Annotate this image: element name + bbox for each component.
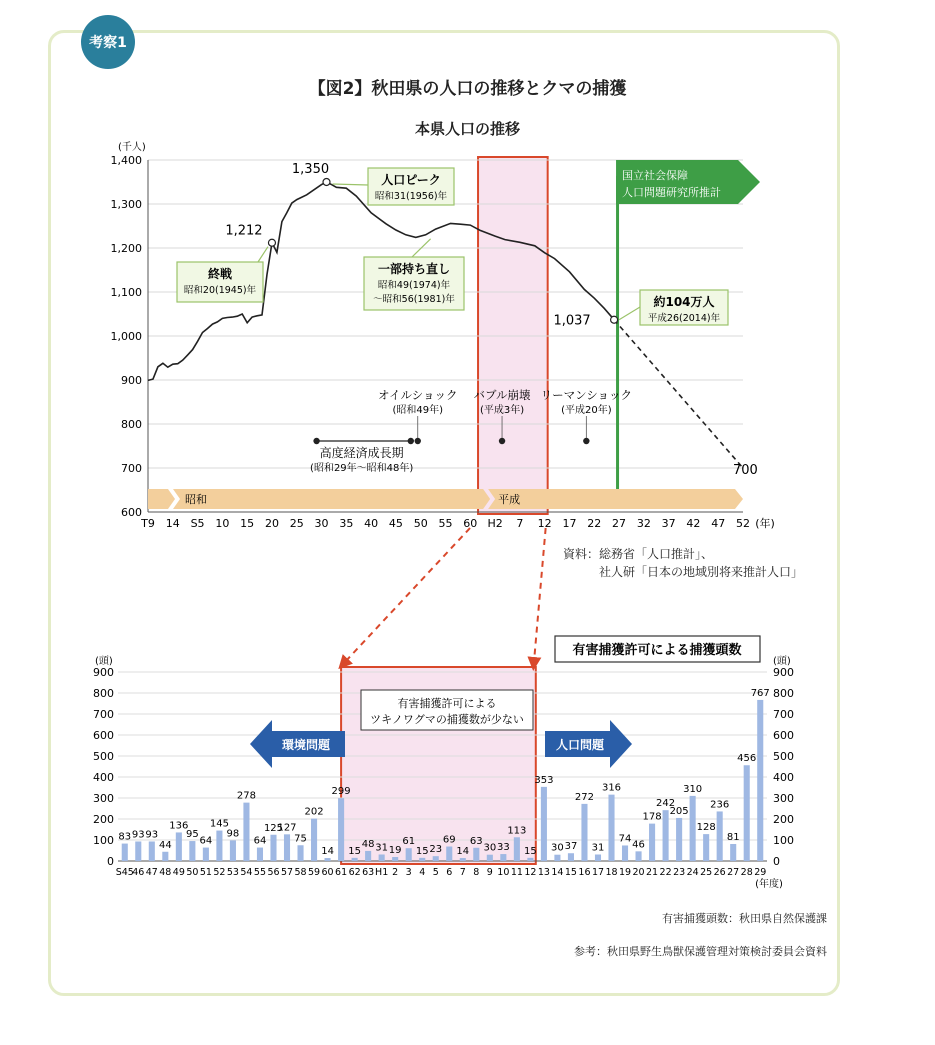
event-marker — [499, 438, 505, 444]
capture-value-label: 278 — [236, 790, 256, 802]
capture-value-label: 14 — [321, 846, 334, 858]
capture-x-tick-label: 52 — [213, 867, 226, 878]
capture-value-label: 63 — [469, 835, 483, 847]
era-label-showa: 昭和 — [185, 493, 207, 506]
capture-value-label: 145 — [209, 818, 229, 830]
projection-end-label: 700 — [733, 463, 758, 478]
capture-bar — [514, 837, 520, 861]
population-key-point — [268, 239, 275, 246]
capture-bar — [176, 832, 182, 861]
capture-y-tick-label-right: 800 — [773, 687, 794, 700]
event-sublabel: (平成20年) — [561, 405, 612, 416]
capture-value-label: 205 — [669, 805, 689, 817]
capture-value-label: 31 — [591, 842, 605, 854]
capture-value-label: 15 — [348, 845, 361, 857]
capture-x-tick-label: 47 — [145, 867, 158, 878]
low-capture-note-line-2: ツキノワグマの捕獲数が少ない — [370, 713, 524, 726]
capture-value-label: 113 — [507, 825, 527, 837]
capture-y-tick-label-right: 700 — [773, 708, 794, 721]
population-x-tick-label: S5 — [190, 517, 205, 530]
event-sublabel: (平成3年) — [479, 405, 525, 416]
capture-value-label: 272 — [574, 791, 595, 803]
population-x-tick-label: 35 — [339, 517, 354, 530]
capture-bar — [581, 804, 587, 861]
callout-subtitle: 平成26(2014)年 — [647, 313, 721, 324]
capture-bar — [338, 798, 344, 861]
capture-x-tick-label: 8 — [473, 867, 480, 878]
population-source-line-1: 資料：総務省「人口推計」、 — [563, 547, 714, 561]
event-sublabel: (昭和49年) — [392, 405, 444, 416]
capture-y-tick-label-right: 400 — [773, 771, 794, 784]
environment-issue-label: 環境問題 — [281, 738, 331, 752]
population-source-line-2: 社人研「日本の地域別将来推計人口」 — [599, 565, 804, 579]
population-y-unit: (千人) — [118, 142, 146, 153]
population-x-tick-label: 50 — [413, 517, 428, 530]
capture-bar — [311, 819, 317, 861]
capture-x-tick-label: 5 — [432, 867, 439, 878]
capture-value-label: 15 — [524, 845, 537, 857]
capture-y-unit-right: (頭) — [773, 656, 791, 667]
projection-label-line-1: 国立社会保障 — [622, 169, 689, 182]
capture-x-tick-label: 29 — [754, 867, 767, 878]
period-end-marker — [408, 438, 414, 444]
capture-value-label: 33 — [496, 842, 510, 854]
population-x-tick-label: 52 — [736, 517, 750, 530]
capture-x-tick-label: 28 — [740, 867, 753, 878]
capture-y-tick-label-left: 500 — [93, 750, 114, 763]
callout-subtitle: 昭和20(1945)年 — [183, 285, 257, 296]
capture-chart-title: 有害捕獲許可による捕獲頭数 — [572, 643, 742, 658]
capture-source-line-2: 参考：秋田県野生鳥獣保護管理対策検討委員会資料 — [574, 945, 827, 958]
capture-x-tick-label: 25 — [700, 867, 713, 878]
capture-bar — [460, 858, 466, 861]
capture-y-tick-label-right: 100 — [773, 834, 794, 847]
capture-value-label: 98 — [226, 828, 240, 840]
capture-y-tick-label-left: 300 — [93, 792, 114, 805]
capture-bar — [717, 811, 723, 861]
population-x-tick-label: 32 — [636, 517, 651, 530]
capture-bar — [744, 765, 750, 861]
capture-value-label: 299 — [331, 786, 351, 798]
capture-bar — [189, 841, 195, 861]
capture-x-tick-label: S45 — [115, 867, 134, 878]
capture-value-label: 316 — [601, 782, 622, 794]
event-marker — [583, 438, 589, 444]
capture-x-tick-label: 59 — [308, 867, 321, 878]
capture-bar — [595, 854, 601, 861]
population-y-tick-label: 1,000 — [110, 330, 142, 343]
capture-bar — [325, 858, 331, 861]
capture-x-tick-label: 22 — [659, 867, 672, 878]
capture-x-tick-label: 61 — [335, 867, 348, 878]
capture-value-label: 15 — [415, 845, 429, 857]
capture-value-label: 127 — [277, 822, 297, 834]
capture-value-label: 30 — [551, 842, 564, 854]
capture-x-tick-label: 56 — [267, 867, 280, 878]
capture-x-tick-label: 55 — [253, 867, 267, 878]
capture-y-tick-label-left: 600 — [93, 729, 114, 742]
capture-y-tick-label-right: 500 — [773, 750, 794, 763]
capture-y-tick-label-left: 200 — [93, 813, 114, 826]
capture-value-label: 310 — [683, 783, 703, 795]
capture-bar — [122, 844, 128, 861]
capture-value-label: 64 — [253, 835, 267, 847]
low-capture-note-line-1: 有害捕獲許可による — [397, 697, 497, 710]
population-key-point-label: 1,350 — [291, 162, 330, 177]
capture-y-tick-label-left: 800 — [93, 687, 114, 700]
population-x-tick-label: 47 — [711, 517, 726, 530]
projection-label-line-2: 人口問題研究所推計 — [622, 186, 722, 199]
capture-x-tick-label: H1 — [375, 867, 389, 878]
population-x-tick-label: 22 — [587, 517, 602, 530]
capture-value-label: 136 — [169, 820, 189, 832]
callout-pointer — [333, 184, 369, 185]
capture-bar — [230, 840, 236, 861]
population-x-tick-label: 12 — [537, 517, 552, 530]
population-issue-label: 人口問題 — [555, 738, 605, 752]
capture-bar — [541, 787, 547, 861]
capture-y-tick-label-left: 900 — [93, 666, 114, 679]
population-key-point — [323, 179, 330, 186]
capture-x-tick-label: 63 — [362, 867, 375, 878]
capture-value-label: 31 — [375, 842, 389, 854]
population-y-tick-label: 800 — [121, 418, 142, 431]
capture-x-tick-label: 54 — [240, 867, 253, 878]
era-band-showa — [173, 489, 490, 509]
capture-value-label: 75 — [294, 833, 307, 845]
capture-value-label: 61 — [402, 836, 416, 848]
capture-x-tick-label: 7 — [459, 867, 466, 878]
population-x-tick-label: H2 — [487, 517, 503, 530]
capture-value-label: 30 — [483, 842, 497, 854]
population-key-point — [611, 316, 618, 323]
callout-pointer — [258, 247, 268, 262]
capture-x-tick-label: 50 — [186, 867, 199, 878]
capture-bar — [270, 835, 276, 861]
capture-y-unit-left: (頭) — [95, 656, 113, 667]
population-x-tick-label: 14 — [165, 517, 180, 530]
capture-bar — [554, 855, 560, 861]
capture-value-label: 456 — [737, 753, 757, 765]
event-label: バブル崩壊 — [473, 388, 531, 402]
capture-x-tick-label: 53 — [226, 867, 239, 878]
capture-value-label: 93 — [131, 829, 145, 841]
capture-x-tick-label: 16 — [578, 867, 591, 878]
callout-title: 人口ピーク — [381, 173, 441, 187]
capture-x-tick-label: 27 — [727, 867, 740, 878]
capture-value-label: 44 — [158, 839, 172, 851]
capture-bar — [297, 845, 303, 861]
section-badge: 考察1 — [81, 15, 135, 69]
era-band-heisei — [488, 489, 743, 509]
capture-value-label: 14 — [456, 846, 470, 858]
population-x-tick-label: 7 — [516, 517, 524, 530]
period-sublabel: (昭和29年～昭和48年) — [310, 463, 414, 474]
population-key-point-label: 1,037 — [553, 313, 591, 329]
population-y-tick-label: 1,200 — [110, 242, 142, 255]
capture-bar — [216, 831, 222, 861]
capture-x-tick-label: 24 — [686, 867, 699, 878]
period-label: 高度経済成長期 — [319, 446, 404, 460]
capture-value-label: 93 — [145, 829, 159, 841]
capture-value-label: 128 — [696, 822, 716, 834]
capture-value-label: 69 — [442, 834, 456, 846]
capture-value-label: 125 — [263, 822, 284, 834]
population-x-tick-label: 20 — [264, 517, 279, 530]
capture-x-tick-label: 19 — [618, 867, 632, 878]
capture-bar — [690, 796, 696, 861]
population-x-tick-label: 40 — [364, 517, 379, 530]
figure-title: 【図2】秋田県の人口の推移とクマの捕獲 — [308, 79, 627, 99]
population-x-tick-label: 27 — [612, 517, 627, 530]
capture-y-tick-label-right: 600 — [773, 729, 794, 742]
population-x-tick-label: T9 — [141, 517, 155, 530]
capture-source-line-1: 有害捕獲頭数：秋田県自然保護課 — [662, 912, 827, 925]
capture-value-label: 19 — [388, 845, 402, 857]
capture-value-label: 37 — [564, 841, 578, 853]
era-label-heisei: 平成 — [498, 493, 521, 506]
capture-y-tick-label-right: 300 — [773, 792, 794, 805]
capture-bar — [473, 848, 479, 861]
population-x-tick-label: 15 — [240, 517, 255, 530]
capture-bar — [568, 853, 574, 861]
callout-title: 一部持ち直し — [377, 262, 451, 276]
capture-x-tick-label: 6 — [446, 867, 453, 878]
population-y-tick-label: 1,100 — [110, 286, 142, 299]
population-x-tick-label: 17 — [562, 517, 577, 530]
capture-bar — [636, 851, 642, 861]
capture-y-tick-label-right: 900 — [773, 666, 794, 679]
capture-bar — [406, 848, 412, 861]
population-chart-title: 本県人口の推移 — [414, 120, 520, 138]
capture-x-tick-label: 3 — [405, 867, 412, 878]
capture-bar — [379, 854, 385, 861]
capture-bar — [392, 857, 398, 861]
capture-value-label: 64 — [199, 835, 213, 847]
capture-x-tick-label: 12 — [524, 867, 537, 878]
population-x-tick-label: 10 — [215, 517, 230, 530]
capture-bar — [663, 810, 669, 861]
population-x-tick-label: 45 — [388, 517, 403, 530]
capture-x-tick-label: 51 — [199, 867, 212, 878]
capture-x-tick-label: 49 — [172, 867, 185, 878]
capture-value-label: 202 — [304, 806, 324, 818]
capture-value-label: 353 — [534, 774, 554, 786]
capture-x-tick-label: 58 — [294, 867, 307, 878]
population-x-tick-label: 25 — [289, 517, 304, 530]
capture-bar — [649, 824, 655, 861]
callout-subtitle: 昭和31(1956)年 — [374, 191, 448, 202]
callout-title: 終戦 — [207, 267, 233, 281]
capture-value-label: 178 — [642, 811, 662, 823]
capture-bar — [757, 700, 763, 861]
event-label: オイルショック — [378, 388, 458, 402]
capture-x-tick-label: 46 — [132, 867, 145, 878]
population-x-tick-label: 30 — [314, 517, 329, 530]
event-marker — [415, 438, 421, 444]
capture-value-label: 83 — [118, 831, 132, 843]
capture-x-tick-label: 10 — [497, 867, 510, 878]
population-projection-line — [614, 320, 743, 468]
capture-x-tick-label: 18 — [605, 867, 618, 878]
capture-x-tick-label: 13 — [537, 867, 550, 878]
capture-x-tick-label: 23 — [673, 867, 686, 878]
capture-value-label: 48 — [361, 838, 375, 850]
capture-value-label: 46 — [632, 839, 645, 851]
capture-bar — [487, 855, 493, 861]
capture-bar — [446, 847, 452, 861]
capture-bar — [433, 856, 439, 861]
population-x-unit: (年) — [755, 517, 775, 530]
event-label: リーマンショック — [540, 388, 633, 402]
capture-x-tick-label: 57 — [280, 867, 294, 878]
capture-y-tick-label-right: 0 — [773, 855, 780, 868]
capture-bar — [149, 841, 155, 861]
connector-arrow-left — [343, 528, 470, 664]
population-y-tick-label: 1,300 — [110, 198, 142, 211]
capture-value-label: 242 — [656, 798, 676, 810]
era-band-taisho — [148, 489, 175, 509]
callout-pointer — [619, 307, 640, 320]
capture-y-tick-label-right: 200 — [773, 813, 794, 826]
population-y-tick-label: 600 — [121, 506, 142, 519]
capture-bar — [352, 858, 358, 861]
population-x-tick-label: 42 — [686, 517, 701, 530]
capture-bar — [703, 834, 709, 861]
projection-line — [616, 176, 619, 489]
population-x-tick-label: 55 — [438, 517, 453, 530]
capture-x-tick-label: 60 — [321, 867, 334, 878]
capture-bar — [500, 854, 506, 861]
capture-x-tick-label: 15 — [564, 867, 577, 878]
population-y-tick-label: 700 — [121, 462, 142, 475]
capture-bar — [284, 834, 290, 861]
capture-bar — [419, 858, 425, 861]
population-y-tick-label: 1,400 — [110, 154, 142, 167]
capture-x-tick-label: 21 — [646, 867, 659, 878]
capture-value-label: 236 — [710, 799, 730, 811]
capture-bar — [257, 848, 263, 861]
capture-bar — [243, 803, 249, 861]
capture-bar — [730, 844, 736, 861]
period-start-marker — [313, 438, 319, 444]
capture-y-tick-label-left: 700 — [93, 708, 114, 721]
capture-y-tick-label-left: 0 — [107, 855, 114, 868]
capture-value-label: 23 — [429, 844, 443, 856]
capture-x-tick-label: 11 — [510, 867, 523, 878]
population-x-tick-label: 60 — [463, 517, 478, 530]
capture-bar — [162, 852, 168, 861]
capture-bar — [203, 848, 209, 861]
capture-bar — [676, 818, 682, 861]
capture-value-label: 81 — [726, 831, 740, 843]
population-y-tick-label: 900 — [121, 374, 142, 387]
capture-x-tick-label: 17 — [591, 867, 605, 878]
callout-subtitle-2: ～昭和56(1981)年 — [373, 294, 455, 305]
capture-x-tick-label: 62 — [348, 867, 361, 878]
callout-title: 約104万人 — [653, 295, 715, 309]
capture-value-label: 767 — [750, 687, 770, 699]
capture-bar — [622, 845, 628, 861]
capture-x-tick-label: 9 — [486, 867, 493, 878]
capture-x-tick-label: 2 — [392, 867, 399, 878]
capture-x-tick-label: 26 — [713, 867, 726, 878]
capture-bar — [608, 795, 614, 861]
population-x-tick-label: 37 — [661, 517, 676, 530]
capture-x-tick-label: 20 — [632, 867, 645, 878]
capture-x-tick-label: 14 — [551, 867, 564, 878]
capture-bar — [135, 841, 141, 861]
capture-x-tick-label: 48 — [159, 867, 172, 878]
capture-x-unit: (年度) — [755, 879, 783, 890]
callout-subtitle: 昭和49(1974)年 — [377, 280, 451, 291]
capture-value-label: 74 — [618, 833, 632, 845]
capture-y-tick-label-left: 400 — [93, 771, 114, 784]
capture-bar — [527, 858, 533, 861]
capture-value-label: 95 — [185, 829, 199, 841]
capture-x-tick-label: 4 — [419, 867, 426, 878]
capture-bar — [365, 851, 371, 861]
capture-y-tick-label-left: 100 — [93, 834, 114, 847]
connector-arrow-right — [534, 528, 546, 664]
population-key-point-label: 1,212 — [225, 223, 263, 239]
